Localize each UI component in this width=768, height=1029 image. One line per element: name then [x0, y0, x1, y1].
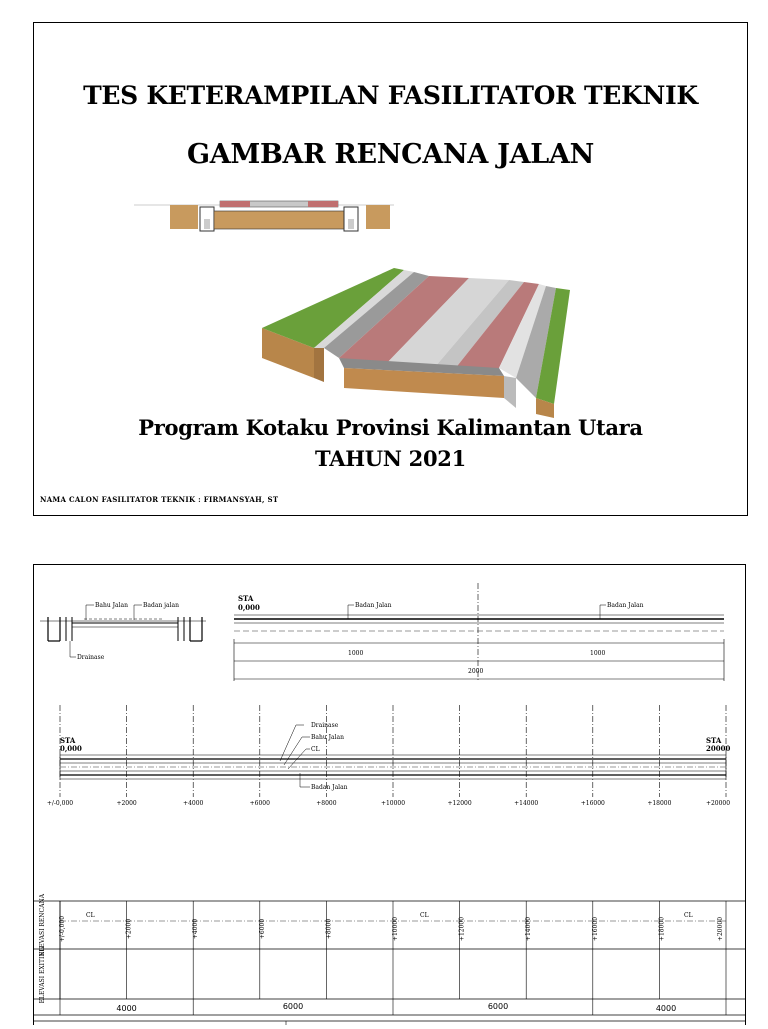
profile-chainage-label: +10000 [392, 916, 399, 942]
bottom-dim-4: 4000 [655, 1004, 677, 1013]
long-section-dim-left: 1000 [348, 650, 364, 657]
chainage-label: +10000 [380, 800, 406, 807]
plan-callout-drainase: Drainase [311, 722, 339, 729]
profile-chainage-labels [59, 916, 724, 942]
long-section-sta-value: 0,000 [238, 603, 260, 612]
bottom-dim-1: 4000 [116, 1004, 137, 1013]
label-badan-jalan-section: Badan jalan [143, 602, 179, 609]
profile-chainage-label: +6000 [258, 918, 266, 940]
road-cross-section-illustration [134, 193, 394, 233]
row-label-elevasi-existing: ELEVASI EXITING [39, 946, 46, 1004]
plan-sta-end-label: STA [706, 736, 722, 745]
cover-program-text: Program Kotaku Provinsi Kalimantan Utara [138, 415, 643, 440]
drawing-sheet [33, 564, 746, 1025]
row-label-elevasi-rencana: ELEVASI RENCANA [39, 893, 46, 957]
road-3d-illustration [254, 248, 574, 418]
profile-chainage-label: +18000 [658, 916, 666, 942]
plan-callout-bahu-jalan: Bahu Jalan [311, 734, 344, 741]
long-section-dim-right: 1000 [590, 650, 606, 657]
chainage-label: +14000 [514, 800, 539, 807]
chainage-label: +20000 [705, 800, 731, 807]
profile-cl-1: CL [86, 912, 95, 919]
profile-cl-3: CL [684, 912, 693, 919]
typical-cross-section [40, 602, 206, 661]
cover-title-line2: GAMBAR RENCANA JALAN [186, 139, 594, 170]
label-drainase-section: Drainase [77, 654, 105, 661]
chainage-label: +2000 [116, 800, 137, 807]
plan-view [47, 705, 731, 807]
profile-cl-2: CL [420, 912, 429, 919]
chainage-label: +/-0,000 [46, 800, 74, 807]
long-section-label-left: Badan Jalan [355, 602, 392, 609]
long-section-sta-label: STA [238, 594, 254, 603]
plan-sta-start-value: 0,000 [60, 744, 82, 753]
profile-chainage-label: +12000 [458, 916, 466, 942]
profile-chainage-label: +/-0,000 [59, 915, 66, 943]
plan-sta-start-label: STA [60, 736, 76, 745]
plan-chainage-markers [60, 705, 726, 797]
plan-chainage-labels [47, 800, 730, 807]
long-section-dim-total: 2000 [468, 668, 484, 675]
plan-callout-cl: CL [311, 746, 320, 753]
long-section-label-right: Badan Jalan [607, 602, 644, 609]
chainage-label: +8000 [316, 800, 337, 807]
profile-table [34, 893, 745, 1025]
chainage-label: +6000 [249, 800, 270, 807]
chainage-label: +12000 [447, 800, 472, 807]
chainage-label: +16000 [580, 800, 605, 807]
profile-chainage-label: +2000 [125, 918, 133, 940]
cover-title-line1: TES KETERAMPILAN FASILITATOR TEKNIK [83, 81, 698, 110]
candidate-name: NAMA CALON FASILITATOR TEKNIK : FIRMANSYAH, ST [40, 495, 279, 504]
bottom-dim-3: 6000 [487, 1002, 509, 1011]
profile-chainage-label: +4000 [192, 918, 200, 940]
bottom-dim-2: 6000 [282, 1002, 304, 1011]
chainage-label: +18000 [647, 800, 672, 807]
plan-sta-end-value: 20000 [706, 744, 731, 753]
label-bahu-jalan: Bahu Jalan [95, 602, 128, 609]
profile-chainage-label: +8000 [325, 918, 333, 940]
chainage-label: +4000 [183, 800, 204, 807]
plan-callout-badan-jalan: Badan Jalan [311, 784, 348, 791]
profile-columns [60, 901, 726, 999]
profile-chainage-label: +16000 [591, 916, 599, 942]
profile-chainage-label: +14000 [525, 916, 533, 942]
cover-year-text: TAHUN 2021 [315, 446, 466, 471]
profile-chainage-label: +20000 [717, 916, 724, 942]
cover-sheet [33, 22, 748, 516]
long-section [234, 583, 724, 681]
road-plan-drawing [34, 565, 745, 1025]
